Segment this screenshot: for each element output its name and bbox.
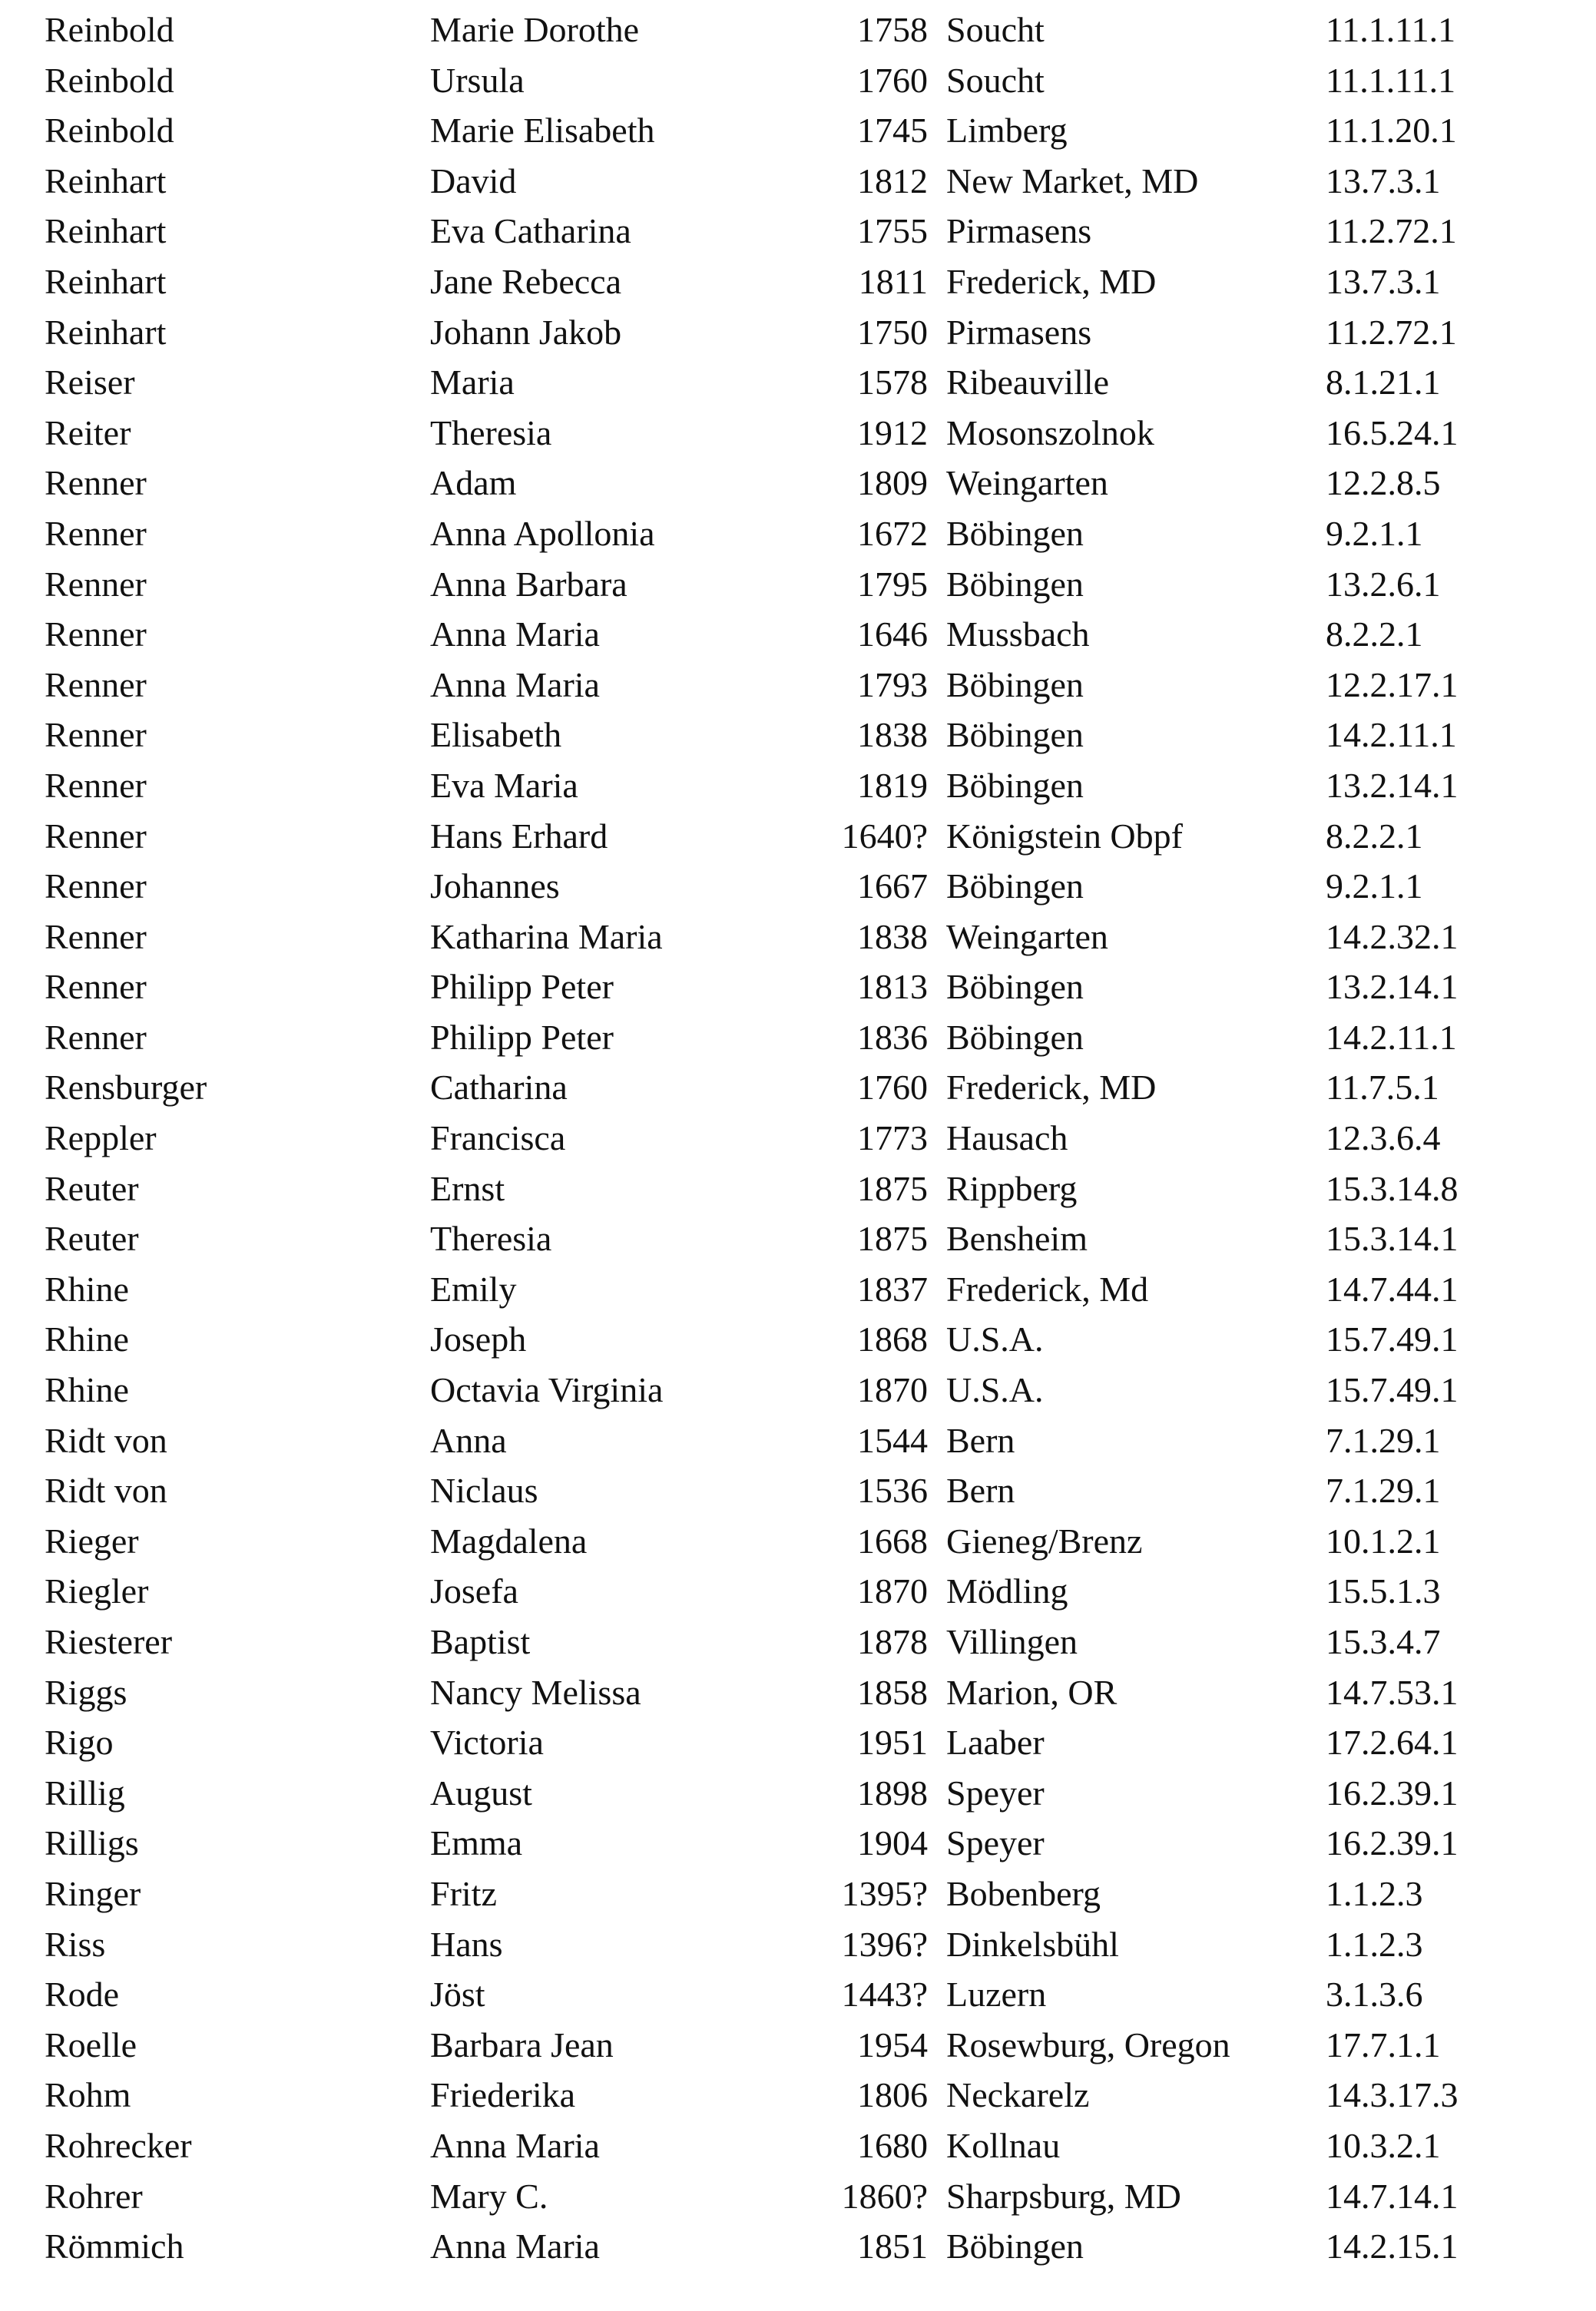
- given-name-cell: Victoria: [430, 1723, 544, 1763]
- year-cell: 1912: [857, 412, 928, 452]
- given-name-cell: David: [430, 161, 517, 200]
- year-cell: 1773: [857, 1118, 928, 1158]
- place-cell: Limberg: [946, 111, 1068, 151]
- place-cell: Böbingen: [946, 2227, 1084, 2266]
- year-cell: 1667: [857, 866, 928, 906]
- reference-cell: 15.3.4.7: [1326, 1622, 1441, 1661]
- year-cell: 1760: [857, 60, 928, 100]
- surname-cell: Renner: [45, 564, 147, 604]
- given-name-cell: Baptist: [430, 1622, 531, 1661]
- place-cell: Königstein Obpf: [946, 816, 1183, 856]
- place-cell: Neckarelz: [946, 2075, 1090, 2115]
- place-cell: Böbingen: [946, 967, 1084, 1007]
- given-name-cell: Emma: [430, 1823, 523, 1863]
- given-name-cell: Josefa: [430, 1571, 518, 1611]
- year-cell: 1806: [857, 2075, 928, 2115]
- year-cell: 1536: [857, 1471, 928, 1511]
- register-row: [0, 2121, 1596, 2171]
- register-row: [0, 156, 1596, 207]
- reference-cell: 11.1.11.1: [1326, 10, 1456, 49]
- reference-cell: 13.2.14.1: [1326, 765, 1459, 805]
- surname-cell: Renner: [45, 816, 147, 856]
- place-cell: Böbingen: [946, 564, 1084, 604]
- year-cell: 1954: [857, 2025, 928, 2064]
- place-cell: Böbingen: [946, 664, 1084, 704]
- register-row: [0, 1717, 1596, 1768]
- given-name-cell: Anna Apollonia: [430, 513, 655, 553]
- register-row: [0, 861, 1596, 912]
- place-cell: Bern: [946, 1420, 1015, 1460]
- year-cell: 1838: [857, 916, 928, 956]
- place-cell: Ribeauville: [946, 363, 1110, 402]
- place-cell: Villingen: [946, 1622, 1078, 1661]
- register-row: [0, 206, 1596, 257]
- register-row: [0, 1012, 1596, 1063]
- surname-cell: Renner: [45, 765, 147, 805]
- register-row: [0, 1818, 1596, 1869]
- reference-cell: 15.7.49.1: [1326, 1370, 1459, 1410]
- surname-cell: Rigo: [45, 1723, 114, 1763]
- surname-cell: Reinhart: [45, 211, 167, 251]
- year-cell: 1750: [857, 312, 928, 352]
- register-row: [0, 2070, 1596, 2121]
- given-name-cell: Theresia: [430, 1219, 552, 1259]
- reference-cell: 16.2.39.1: [1326, 1773, 1459, 1813]
- reference-cell: 14.7.44.1: [1326, 1269, 1459, 1309]
- given-name-cell: Octavia Virginia: [430, 1370, 664, 1410]
- register-row: [0, 1969, 1596, 2020]
- surname-cell: Reiter: [45, 412, 131, 452]
- register-row: [0, 1617, 1596, 1667]
- reference-cell: 12.2.8.5: [1326, 463, 1441, 503]
- reference-cell: 17.7.1.1: [1326, 2025, 1441, 2064]
- given-name-cell: Anna Maria: [430, 664, 600, 704]
- surname-cell: Renner: [45, 866, 147, 906]
- genealogy-register: [0, 5, 1596, 2272]
- place-cell: Mussbach: [946, 614, 1090, 654]
- surname-cell: Reinhart: [45, 161, 167, 200]
- place-cell: Böbingen: [946, 513, 1084, 553]
- register-row: [0, 458, 1596, 508]
- given-name-cell: Johannes: [430, 866, 560, 906]
- given-name-cell: Fritz: [430, 1873, 497, 1913]
- reference-cell: 8.2.2.1: [1326, 816, 1423, 856]
- year-cell: 1836: [857, 1017, 928, 1057]
- register-row: [0, 307, 1596, 358]
- given-name-cell: Anna Maria: [430, 2125, 600, 2165]
- surname-cell: Rhine: [45, 1319, 129, 1359]
- reference-cell: 13.2.6.1: [1326, 564, 1441, 604]
- surname-cell: Renner: [45, 715, 147, 755]
- year-cell: 1858: [857, 1672, 928, 1712]
- place-cell: Böbingen: [946, 715, 1084, 755]
- given-name-cell: Johann Jakob: [430, 312, 622, 352]
- register-row: [0, 105, 1596, 156]
- register-row: [0, 559, 1596, 610]
- register-row: [0, 2171, 1596, 2222]
- place-cell: New Market, MD: [946, 161, 1199, 200]
- year-cell: 1578: [857, 363, 928, 402]
- reference-cell: 15.3.14.8: [1326, 1168, 1459, 1208]
- year-cell: 1646: [857, 614, 928, 654]
- register-row: [0, 962, 1596, 1012]
- place-cell: Rippberg: [946, 1168, 1078, 1208]
- surname-cell: Riesterer: [45, 1622, 173, 1661]
- reference-cell: 15.3.14.1: [1326, 1219, 1459, 1259]
- register-row: [0, 2020, 1596, 2071]
- surname-cell: Reinhart: [45, 261, 167, 301]
- place-cell: Speyer: [946, 1823, 1045, 1863]
- place-cell: Böbingen: [946, 1017, 1084, 1057]
- surname-cell: Rillig: [45, 1773, 125, 1813]
- reference-cell: 14.3.17.3: [1326, 2075, 1459, 2115]
- reference-cell: 14.7.53.1: [1326, 1672, 1459, 1712]
- reference-cell: 14.7.14.1: [1326, 2176, 1459, 2216]
- register-row: [0, 1062, 1596, 1113]
- surname-cell: Riggs: [45, 1672, 127, 1712]
- register-row: [0, 912, 1596, 962]
- place-cell: Gieneg/Brenz: [946, 1521, 1143, 1561]
- year-cell: 1640?: [841, 816, 928, 856]
- register-row: [0, 760, 1596, 811]
- reference-cell: 10.3.2.1: [1326, 2125, 1441, 2165]
- year-cell: 1668: [857, 1521, 928, 1561]
- reference-cell: 15.7.49.1: [1326, 1319, 1459, 1359]
- register-row: [0, 1566, 1596, 1617]
- surname-cell: Rieger: [45, 1521, 139, 1561]
- reference-cell: 16.2.39.1: [1326, 1823, 1459, 1863]
- place-cell: Soucht: [946, 10, 1045, 49]
- reference-cell: 11.1.11.1: [1326, 60, 1456, 100]
- register-row: [0, 1164, 1596, 1214]
- year-cell: 1680: [857, 2125, 928, 2165]
- year-cell: 1819: [857, 765, 928, 805]
- register-row: [0, 1465, 1596, 1516]
- year-cell: 1395?: [841, 1873, 928, 1913]
- reference-cell: 14.2.32.1: [1326, 916, 1459, 956]
- reference-cell: 11.2.72.1: [1326, 312, 1457, 352]
- register-row: [0, 1869, 1596, 1919]
- reference-cell: 9.2.1.1: [1326, 866, 1423, 906]
- surname-cell: Renner: [45, 614, 147, 654]
- reference-cell: 7.1.29.1: [1326, 1471, 1441, 1511]
- place-cell: Frederick, MD: [946, 261, 1157, 301]
- given-name-cell: Ernst: [430, 1168, 505, 1208]
- year-cell: 1860?: [841, 2176, 928, 2216]
- given-name-cell: Ursula: [430, 60, 525, 100]
- year-cell: 1809: [857, 463, 928, 503]
- register-row: [0, 1919, 1596, 1970]
- given-name-cell: Anna Barbara: [430, 564, 627, 604]
- surname-cell: Renner: [45, 967, 147, 1007]
- register-row: [0, 1314, 1596, 1365]
- surname-cell: Reinbold: [45, 111, 174, 151]
- place-cell: Böbingen: [946, 866, 1084, 906]
- given-name-cell: Nancy Melissa: [430, 1672, 641, 1712]
- surname-cell: Rohrer: [45, 2176, 143, 2216]
- year-cell: 1672: [857, 513, 928, 553]
- register-row: [0, 408, 1596, 459]
- given-name-cell: Anna: [430, 1420, 507, 1460]
- place-cell: Weingarten: [946, 463, 1108, 503]
- year-cell: 1758: [857, 10, 928, 49]
- surname-cell: Reuter: [45, 1168, 139, 1208]
- given-name-cell: Niclaus: [430, 1471, 538, 1511]
- given-name-cell: Eva Maria: [430, 765, 578, 805]
- register-row: [0, 660, 1596, 710]
- place-cell: Bensheim: [946, 1219, 1088, 1259]
- surname-cell: Reinbold: [45, 10, 174, 49]
- place-cell: Pirmasens: [946, 211, 1092, 251]
- place-cell: Dinkelsbühl: [946, 1924, 1119, 1964]
- year-cell: 1837: [857, 1269, 928, 1309]
- register-row: [0, 1667, 1596, 1718]
- reference-cell: 11.2.72.1: [1326, 211, 1457, 251]
- surname-cell: Reiser: [45, 363, 135, 402]
- surname-cell: Rode: [45, 1975, 120, 2015]
- given-name-cell: Maria: [430, 363, 515, 402]
- given-name-cell: Friederika: [430, 2075, 576, 2115]
- given-name-cell: Theresia: [430, 412, 552, 452]
- place-cell: Soucht: [946, 60, 1045, 100]
- place-cell: Böbingen: [946, 765, 1084, 805]
- year-cell: 1745: [857, 111, 928, 151]
- year-cell: 1951: [857, 1723, 928, 1763]
- place-cell: Hausach: [946, 1118, 1068, 1158]
- surname-cell: Renner: [45, 664, 147, 704]
- year-cell: 1870: [857, 1571, 928, 1611]
- reference-cell: 14.2.15.1: [1326, 2227, 1459, 2266]
- surname-cell: Reinhart: [45, 312, 167, 352]
- place-cell: Frederick, MD: [946, 1068, 1157, 1107]
- given-name-cell: Katharina Maria: [430, 916, 663, 956]
- place-cell: Marion, OR: [946, 1672, 1118, 1712]
- reference-cell: 12.2.17.1: [1326, 664, 1459, 704]
- place-cell: Pirmasens: [946, 312, 1092, 352]
- given-name-cell: Hans: [430, 1924, 503, 1964]
- register-row: [0, 357, 1596, 408]
- given-name-cell: Philipp Peter: [430, 967, 614, 1007]
- surname-cell: Renner: [45, 513, 147, 553]
- register-row: [0, 55, 1596, 106]
- register-row: [0, 1415, 1596, 1466]
- reference-cell: 11.1.20.1: [1326, 111, 1457, 151]
- place-cell: Rosewburg, Oregon: [946, 2025, 1230, 2064]
- surname-cell: Rohrecker: [45, 2125, 192, 2165]
- register-row: [0, 5, 1596, 55]
- reference-cell: 14.2.11.1: [1326, 1017, 1457, 1057]
- year-cell: 1875: [857, 1219, 928, 1259]
- reference-cell: 1.1.2.3: [1326, 1924, 1423, 1964]
- reference-cell: 13.7.3.1: [1326, 161, 1441, 200]
- year-cell: 1838: [857, 715, 928, 755]
- given-name-cell: Francisca: [430, 1118, 566, 1158]
- year-cell: 1875: [857, 1168, 928, 1208]
- given-name-cell: Marie Dorothe: [430, 10, 640, 49]
- place-cell: Laaber: [946, 1723, 1045, 1763]
- given-name-cell: August: [430, 1773, 532, 1813]
- reference-cell: 14.2.11.1: [1326, 715, 1457, 755]
- year-cell: 1544: [857, 1420, 928, 1460]
- reference-cell: 11.7.5.1: [1326, 1068, 1439, 1107]
- reference-cell: 1.1.2.3: [1326, 1873, 1423, 1913]
- reference-cell: 13.7.3.1: [1326, 261, 1441, 301]
- place-cell: Mosonszolnok: [946, 412, 1154, 452]
- year-cell: 1851: [857, 2227, 928, 2266]
- reference-cell: 7.1.29.1: [1326, 1420, 1441, 1460]
- surname-cell: Rhine: [45, 1370, 129, 1410]
- place-cell: U.S.A.: [946, 1370, 1044, 1410]
- surname-cell: Römmich: [45, 2227, 184, 2266]
- given-name-cell: Barbara Jean: [430, 2025, 614, 2064]
- year-cell: 1878: [857, 1622, 928, 1661]
- year-cell: 1898: [857, 1773, 928, 1813]
- given-name-cell: Philipp Peter: [430, 1017, 614, 1057]
- year-cell: 1868: [857, 1319, 928, 1359]
- surname-cell: Ringer: [45, 1873, 141, 1913]
- register-row: [0, 1213, 1596, 1264]
- surname-cell: Reppler: [45, 1118, 157, 1158]
- surname-cell: Renner: [45, 1017, 147, 1057]
- place-cell: Sharpsburg, MD: [946, 2176, 1181, 2216]
- year-cell: 1793: [857, 664, 928, 704]
- given-name-cell: Eva Catharina: [430, 211, 631, 251]
- reference-cell: 9.2.1.1: [1326, 513, 1423, 553]
- given-name-cell: Anna Maria: [430, 2227, 600, 2266]
- given-name-cell: Adam: [430, 463, 517, 503]
- given-name-cell: Marie Elisabeth: [430, 111, 655, 151]
- given-name-cell: Mary C.: [430, 2176, 548, 2216]
- year-cell: 1795: [857, 564, 928, 604]
- reference-cell: 3.1.3.6: [1326, 1975, 1423, 2015]
- given-name-cell: Magdalena: [430, 1521, 588, 1561]
- reference-cell: 12.3.6.4: [1326, 1118, 1441, 1158]
- surname-cell: Rhine: [45, 1269, 129, 1309]
- given-name-cell: Jane Rebecca: [430, 261, 622, 301]
- place-cell: U.S.A.: [946, 1319, 1044, 1359]
- reference-cell: 15.5.1.3: [1326, 1571, 1441, 1611]
- year-cell: 1870: [857, 1370, 928, 1410]
- place-cell: Bern: [946, 1471, 1015, 1511]
- surname-cell: Reinbold: [45, 60, 174, 100]
- register-row: [0, 1264, 1596, 1315]
- register-row: [0, 2221, 1596, 2272]
- given-name-cell: Anna Maria: [430, 614, 600, 654]
- given-name-cell: Hans Erhard: [430, 816, 608, 856]
- surname-cell: Renner: [45, 463, 147, 503]
- place-cell: Frederick, Md: [946, 1269, 1149, 1309]
- register-row: [0, 1516, 1596, 1567]
- register-row: [0, 811, 1596, 862]
- given-name-cell: Catharina: [430, 1068, 568, 1107]
- reference-cell: 8.1.21.1: [1326, 363, 1441, 402]
- register-row: [0, 1113, 1596, 1164]
- surname-cell: Riss: [45, 1924, 106, 1964]
- surname-cell: Renner: [45, 916, 147, 956]
- year-cell: 1396?: [841, 1924, 928, 1964]
- place-cell: Mödling: [946, 1571, 1068, 1611]
- given-name-cell: Jöst: [430, 1975, 485, 2015]
- surname-cell: Roelle: [45, 2025, 137, 2064]
- year-cell: 1755: [857, 211, 928, 251]
- register-row: [0, 710, 1596, 760]
- register-row: [0, 1768, 1596, 1819]
- given-name-cell: Joseph: [430, 1319, 527, 1359]
- reference-cell: 16.5.24.1: [1326, 412, 1459, 452]
- surname-cell: Reuter: [45, 1219, 139, 1259]
- reference-cell: 10.1.2.1: [1326, 1521, 1441, 1561]
- year-cell: 1443?: [841, 1975, 928, 2015]
- reference-cell: 8.2.2.1: [1326, 614, 1423, 654]
- surname-cell: Riegler: [45, 1571, 149, 1611]
- year-cell: 1811: [858, 261, 928, 301]
- place-cell: Weingarten: [946, 916, 1108, 956]
- reference-cell: 13.2.14.1: [1326, 967, 1459, 1007]
- place-cell: Speyer: [946, 1773, 1045, 1813]
- place-cell: Bobenberg: [946, 1873, 1101, 1913]
- surname-cell: Rilligs: [45, 1823, 139, 1863]
- register-row: [0, 609, 1596, 660]
- surname-cell: Ridt von: [45, 1471, 167, 1511]
- year-cell: 1812: [857, 161, 928, 200]
- place-cell: Luzern: [946, 1975, 1047, 2015]
- surname-cell: Rohm: [45, 2075, 131, 2115]
- year-cell: 1760: [857, 1068, 928, 1107]
- register-row: [0, 1365, 1596, 1415]
- register-row: [0, 257, 1596, 307]
- reference-cell: 17.2.64.1: [1326, 1723, 1459, 1763]
- surname-cell: Ridt von: [45, 1420, 167, 1460]
- year-cell: 1813: [857, 967, 928, 1007]
- given-name-cell: Elisabeth: [430, 715, 562, 755]
- given-name-cell: Emily: [430, 1269, 517, 1309]
- year-cell: 1904: [857, 1823, 928, 1863]
- register-row: [0, 508, 1596, 559]
- place-cell: Kollnau: [946, 2125, 1061, 2165]
- surname-cell: Rensburger: [45, 1068, 207, 1107]
